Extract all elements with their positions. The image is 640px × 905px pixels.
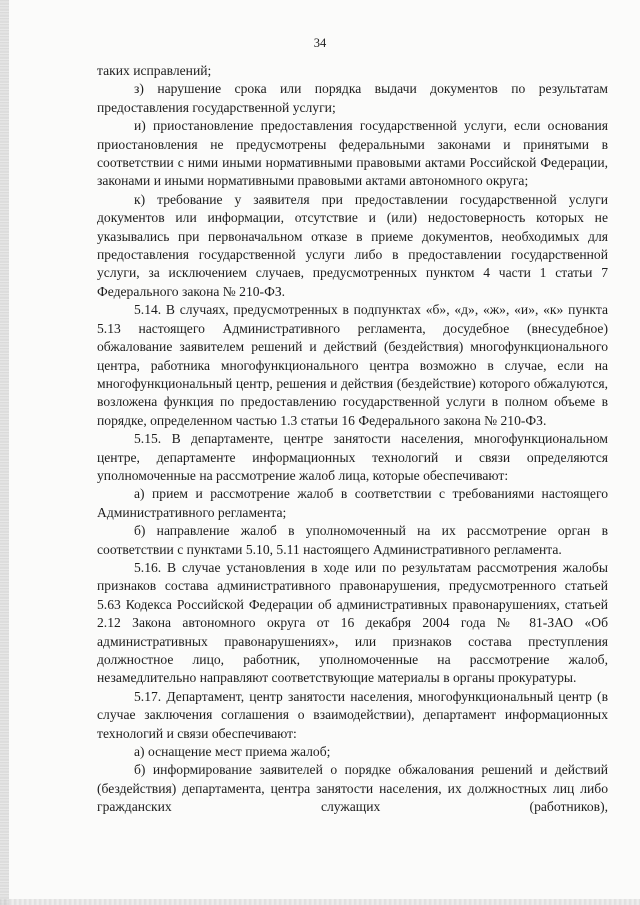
scan-edge-left bbox=[0, 0, 9, 905]
document-body bbox=[97, 62, 608, 817]
list-item-k: к) требование у заявителя при предоставлении государственной услуги документов или информации, отсутствие и (или) недостоверность которых не указывались при первоначальном отказе в приеме документов, необходимых для предоставления государственной услуги либо в предоставлении государственной услуги, за исключением случаев, предусмотренных пунктом 4 части 1 статьи 7 Федерального закона № 210-ФЗ. bbox=[97, 191, 608, 299]
list-item-a-equipment: а) оснащение мест приема жалоб; bbox=[134, 744, 331, 760]
paragraph-continuation: таких исправлений; bbox=[97, 63, 212, 78]
list-item-b-informing: б) информирование заявителей о порядке обжалования решений и действий (бездействия) департамента, центра занятости населения, их должностных лиц либо гражданских служащих (работников), bbox=[97, 762, 608, 815]
clause-5-15: 5.15. В департаменте, центре занятости населения, многофункциональном центре, департаменте информационных технологий и связи определяются уполномоченные на рассмотрение жалоб лица, которые обеспечивают: bbox=[97, 431, 608, 483]
clause-5-14: 5.14. В случаях, предусмотренных в подпунктах «б», «д», «ж», «и», «к» пункта 5.13 настоящего Административного регламента, досудебное (внесудебное) обжалование заявителем решений и действий (бездействия) многофункционального центра, работника многофункционального центра возможно в случае, если на многофункциональный центр, решения и действия (бездействие) которого обжалуются, возложена функция по предоставлению государственной услуги в полном объеме в порядке, определенном частью 1.3 статьи 16 Федерального закона № 210-ФЗ. bbox=[97, 302, 608, 428]
clause-5-16: 5.16. В случае установления в ходе или по результатам рассмотрения жалобы признаков состава административного правонарушения, предусмотренного статьей 5.63 Кодекса Российской Федерации об административных правонарушениях, статьей 2.12 Закона автономного округа от 16 декабря 2004 года № 81-ЗАО «Об административных правонарушениях», или признаков состава преступления должностное лицо, работник, уполномоченные на рассмотрение жалоб, незамедлительно направляют соответствующие материалы в органы прокуратуры. bbox=[97, 559, 608, 686]
page-number: 34 bbox=[313, 36, 327, 50]
scan-edge-bottom bbox=[0, 899, 640, 905]
list-item-b: б) направление жалоб в уполномоченный на их рассмотрение орган в соответствии с пунктами 5.10, 5.11 настоящего Административного регламента. bbox=[97, 523, 608, 557]
list-item-z: з) нарушение срока или порядка выдачи документов по результатам предоставления государственной услуги; bbox=[97, 81, 608, 115]
list-item-i: и) приостановление предоставления государственной услуги, если основания приостановления не предусмотрены федеральными законами и принятыми в соответствии с ними иными нормативными правовыми актами Российской Федерации, законами и иными нормативными правовыми актами автономного округа; bbox=[97, 118, 608, 189]
clause-5-17: 5.17. Департамент, центр занятости населения, многофункциональный центр (в случае заключения соглашения о взаимодействии), департамент информационных технологий и связи обеспечивают: bbox=[97, 688, 608, 741]
list-item-a: а) прием и рассмотрение жалоб в соответствии с требованиями настоящего Административного регламента; bbox=[97, 486, 608, 520]
